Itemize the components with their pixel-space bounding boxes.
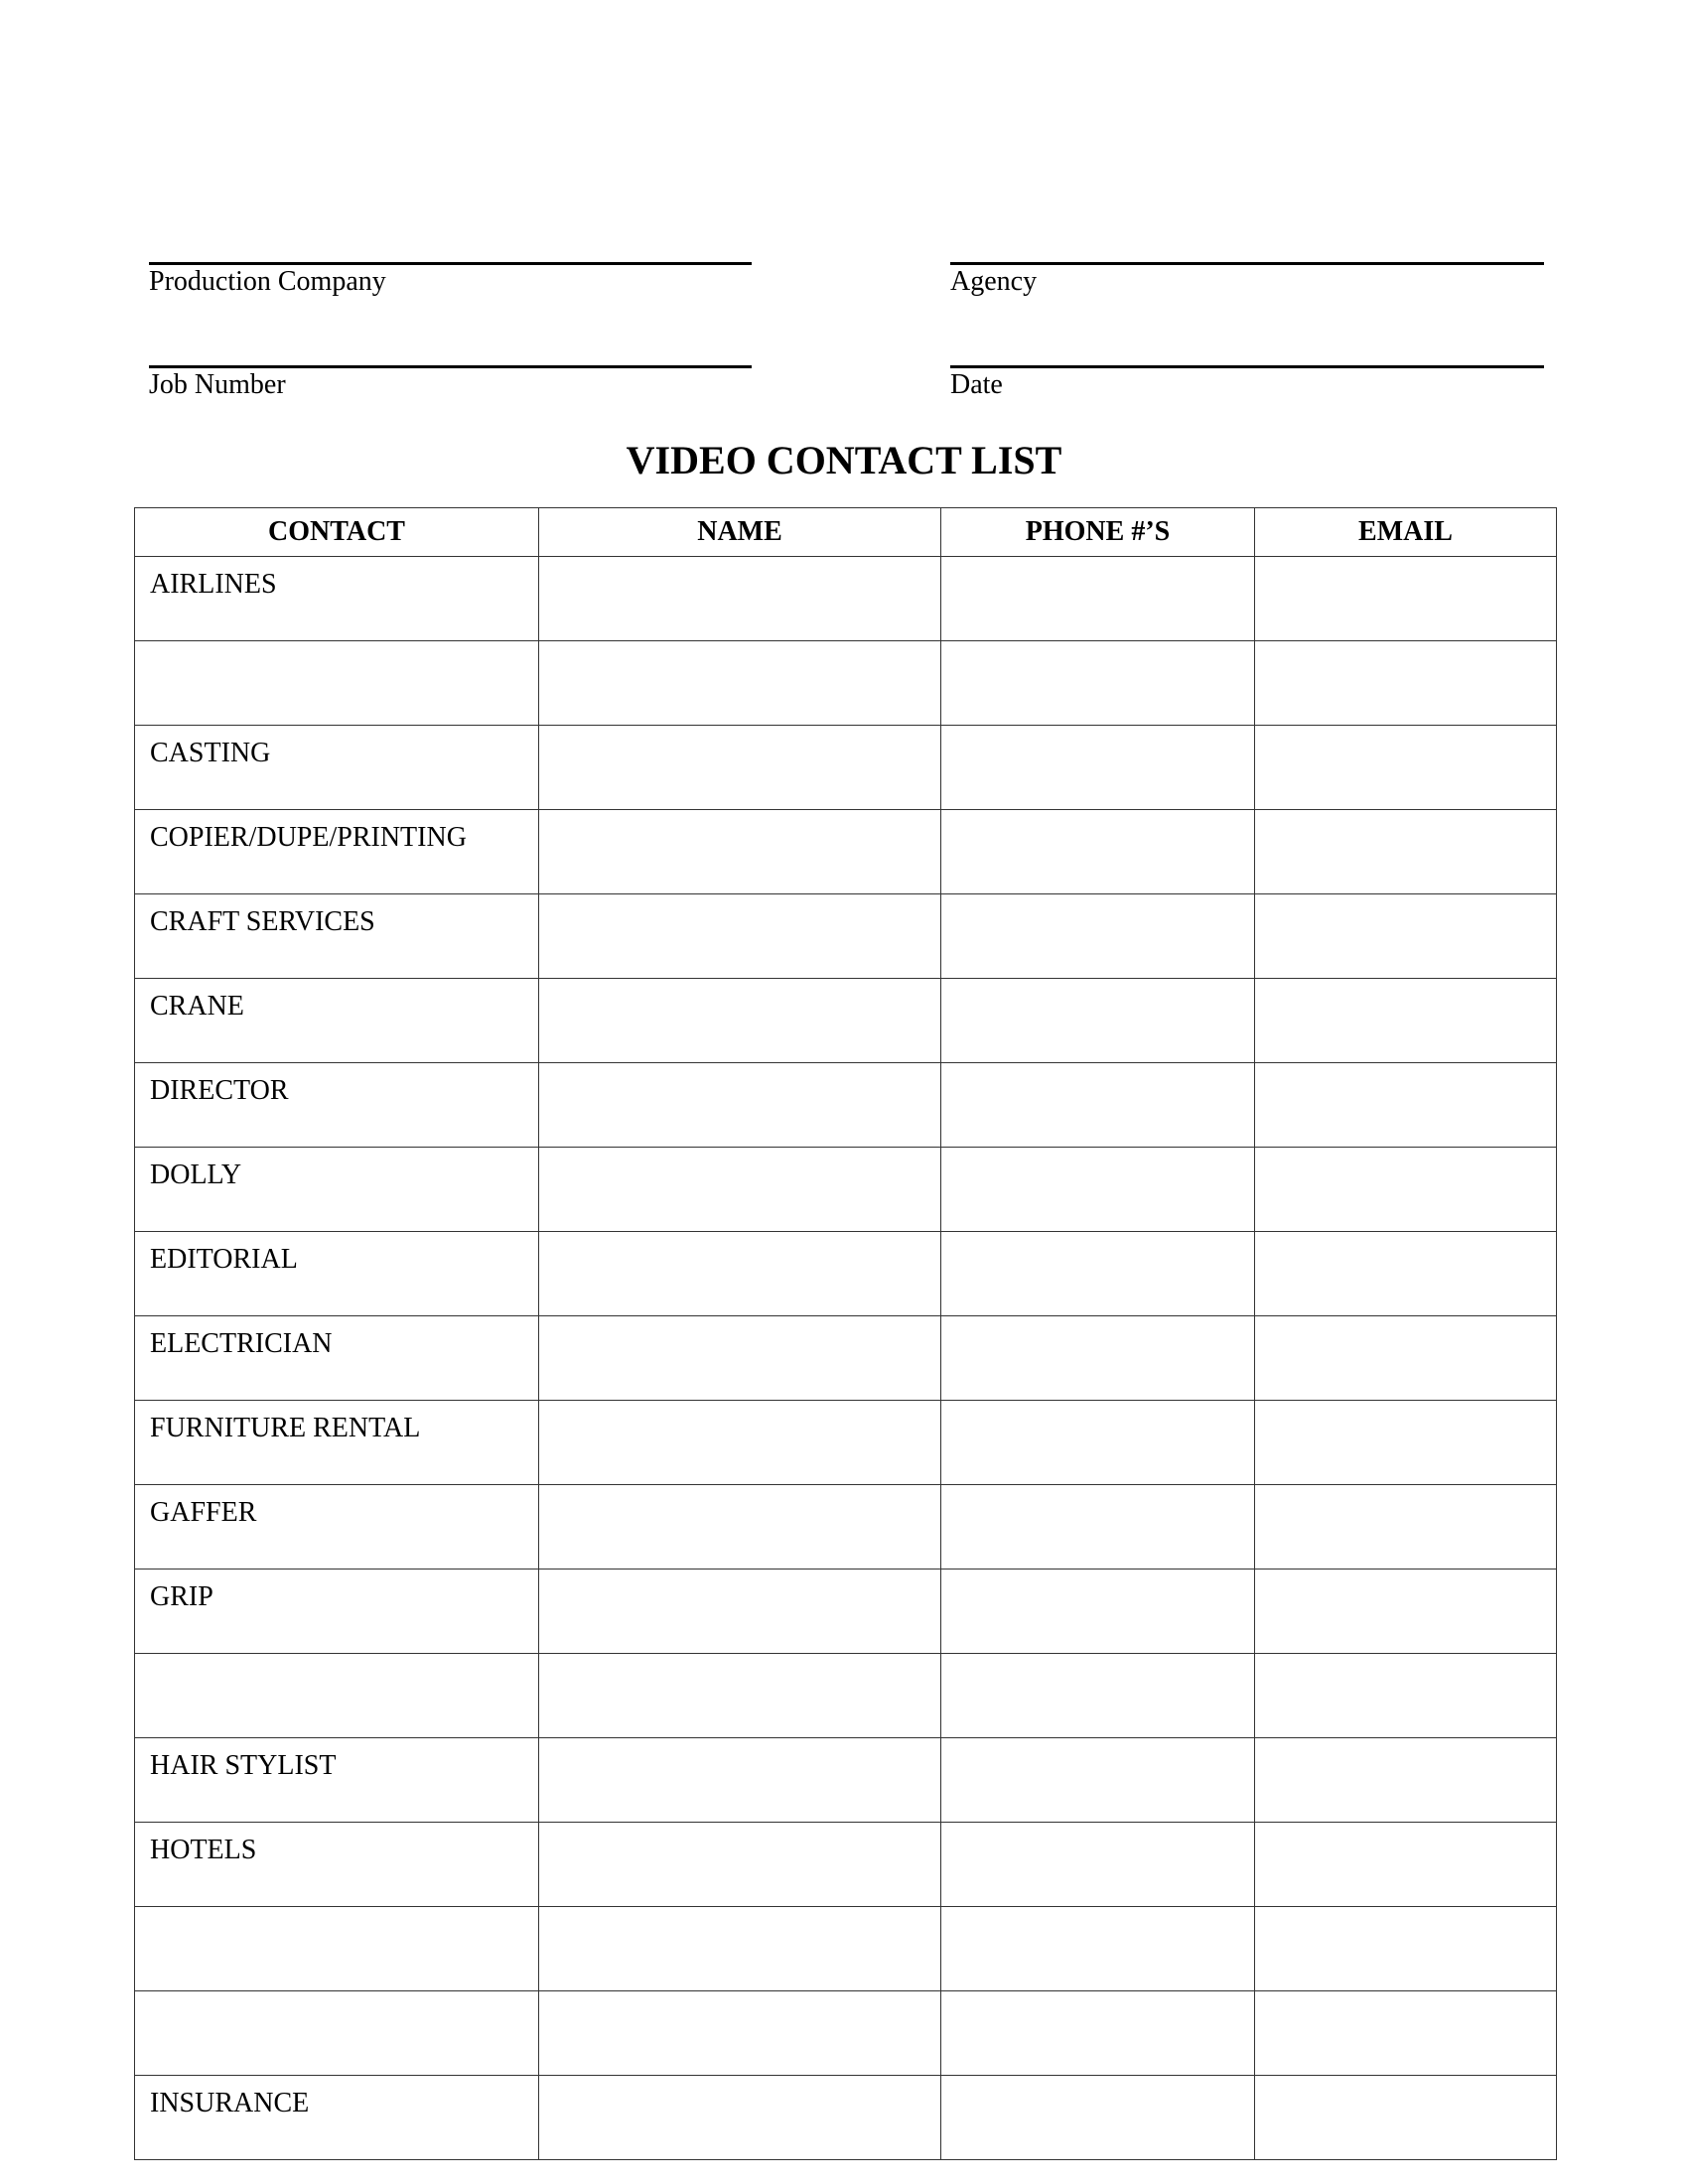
name-cell[interactable] bbox=[539, 1991, 941, 2076]
name-cell[interactable] bbox=[539, 1738, 941, 1823]
phone-cell[interactable] bbox=[941, 641, 1255, 726]
agency-line[interactable] bbox=[950, 262, 1544, 265]
contact-cell: CASTING bbox=[135, 726, 539, 810]
phone-cell[interactable] bbox=[941, 1654, 1255, 1738]
contact-cell: DOLLY bbox=[135, 1148, 539, 1232]
table-row bbox=[135, 2076, 1557, 2160]
phone-cell[interactable] bbox=[941, 1232, 1255, 1316]
phone-cell[interactable] bbox=[941, 1485, 1255, 1570]
table-row bbox=[135, 1063, 1557, 1148]
header-phone: PHONE #’S bbox=[941, 508, 1255, 557]
name-cell[interactable] bbox=[539, 557, 941, 641]
phone-cell[interactable] bbox=[941, 1063, 1255, 1148]
table-row bbox=[135, 1823, 1557, 1907]
email-cell[interactable] bbox=[1255, 1485, 1557, 1570]
email-cell[interactable] bbox=[1255, 1823, 1557, 1907]
name-cell[interactable] bbox=[539, 810, 941, 894]
name-cell[interactable] bbox=[539, 641, 941, 726]
name-cell[interactable] bbox=[539, 1823, 941, 1907]
table-row bbox=[135, 1316, 1557, 1401]
table-row bbox=[135, 1654, 1557, 1738]
name-cell[interactable] bbox=[539, 979, 941, 1063]
contact-table bbox=[134, 507, 1557, 2160]
email-cell[interactable] bbox=[1255, 2076, 1557, 2160]
email-cell[interactable] bbox=[1255, 1401, 1557, 1485]
table-row bbox=[135, 1570, 1557, 1654]
table-row bbox=[135, 726, 1557, 810]
table-row bbox=[135, 979, 1557, 1063]
contact-cell bbox=[135, 1654, 539, 1738]
phone-cell[interactable] bbox=[941, 2076, 1255, 2160]
name-cell[interactable] bbox=[539, 1570, 941, 1654]
contact-cell: ELECTRICIAN bbox=[135, 1316, 539, 1401]
name-cell[interactable] bbox=[539, 726, 941, 810]
phone-cell[interactable] bbox=[941, 1401, 1255, 1485]
page-title: VIDEO CONTACT LIST bbox=[626, 438, 1062, 482]
email-cell[interactable] bbox=[1255, 810, 1557, 894]
email-cell[interactable] bbox=[1255, 894, 1557, 979]
name-cell[interactable] bbox=[539, 1063, 941, 1148]
production-company-label: Production Company bbox=[149, 266, 386, 297]
phone-cell[interactable] bbox=[941, 1316, 1255, 1401]
contact-cell bbox=[135, 641, 539, 726]
date-line[interactable] bbox=[950, 365, 1544, 368]
name-cell[interactable] bbox=[539, 1654, 941, 1738]
contact-cell: AIRLINES bbox=[135, 557, 539, 641]
contact-cell: INSURANCE bbox=[135, 2076, 539, 2160]
email-cell[interactable] bbox=[1255, 1654, 1557, 1738]
phone-cell[interactable] bbox=[941, 557, 1255, 641]
email-cell[interactable] bbox=[1255, 1570, 1557, 1654]
contact-cell: EDITORIAL bbox=[135, 1232, 539, 1316]
email-cell[interactable] bbox=[1255, 1907, 1557, 1991]
name-cell[interactable] bbox=[539, 1401, 941, 1485]
date-label: Date bbox=[950, 369, 1003, 400]
table-header-row bbox=[135, 508, 1557, 557]
email-cell[interactable] bbox=[1255, 979, 1557, 1063]
email-cell[interactable] bbox=[1255, 726, 1557, 810]
email-cell[interactable] bbox=[1255, 641, 1557, 726]
email-cell[interactable] bbox=[1255, 1991, 1557, 2076]
name-cell[interactable] bbox=[539, 2076, 941, 2160]
production-company-line[interactable] bbox=[149, 262, 752, 265]
table-row bbox=[135, 1401, 1557, 1485]
table-row bbox=[135, 1232, 1557, 1316]
table-row bbox=[135, 894, 1557, 979]
contact-cell: COPIER/DUPE/PRINTING bbox=[135, 810, 539, 894]
email-cell[interactable] bbox=[1255, 1738, 1557, 1823]
phone-cell[interactable] bbox=[941, 726, 1255, 810]
email-cell[interactable] bbox=[1255, 1063, 1557, 1148]
job-number-label: Job Number bbox=[149, 369, 286, 400]
contact-cell: FURNITURE RENTAL bbox=[135, 1401, 539, 1485]
contact-cell: HOTELS bbox=[135, 1823, 539, 1907]
name-cell[interactable] bbox=[539, 1316, 941, 1401]
header-name: NAME bbox=[539, 508, 941, 557]
name-cell[interactable] bbox=[539, 894, 941, 979]
contact-cell: GRIP bbox=[135, 1570, 539, 1654]
phone-cell[interactable] bbox=[941, 979, 1255, 1063]
job-number-line[interactable] bbox=[149, 365, 752, 368]
table-row bbox=[135, 1991, 1557, 2076]
phone-cell[interactable] bbox=[941, 1823, 1255, 1907]
table-row bbox=[135, 1907, 1557, 1991]
contact-cell: CRANE bbox=[135, 979, 539, 1063]
contact-cell bbox=[135, 1991, 539, 2076]
table-row bbox=[135, 1485, 1557, 1570]
header-email: EMAIL bbox=[1255, 508, 1557, 557]
table-row bbox=[135, 641, 1557, 726]
email-cell[interactable] bbox=[1255, 1148, 1557, 1232]
name-cell[interactable] bbox=[539, 1148, 941, 1232]
table-row bbox=[135, 1148, 1557, 1232]
contact-cell: HAIR STYLIST bbox=[135, 1738, 539, 1823]
contact-cell: GAFFER bbox=[135, 1485, 539, 1570]
table-row bbox=[135, 557, 1557, 641]
email-cell[interactable] bbox=[1255, 557, 1557, 641]
name-cell[interactable] bbox=[539, 1907, 941, 1991]
phone-cell[interactable] bbox=[941, 894, 1255, 979]
email-cell[interactable] bbox=[1255, 1316, 1557, 1401]
phone-cell[interactable] bbox=[941, 1148, 1255, 1232]
phone-cell[interactable] bbox=[941, 810, 1255, 894]
phone-cell[interactable] bbox=[941, 1907, 1255, 1991]
email-cell[interactable] bbox=[1255, 1232, 1557, 1316]
contact-cell: DIRECTOR bbox=[135, 1063, 539, 1148]
contact-cell: CRAFT SERVICES bbox=[135, 894, 539, 979]
agency-label: Agency bbox=[950, 266, 1038, 297]
contact-cell bbox=[135, 1907, 539, 1991]
name-cell[interactable] bbox=[539, 1485, 941, 1570]
phone-cell[interactable] bbox=[941, 1738, 1255, 1823]
name-cell[interactable] bbox=[539, 1232, 941, 1316]
phone-cell[interactable] bbox=[941, 1570, 1255, 1654]
table-row bbox=[135, 1738, 1557, 1823]
phone-cell[interactable] bbox=[941, 1991, 1255, 2076]
header-contact: CONTACT bbox=[135, 508, 539, 557]
table-row bbox=[135, 810, 1557, 894]
